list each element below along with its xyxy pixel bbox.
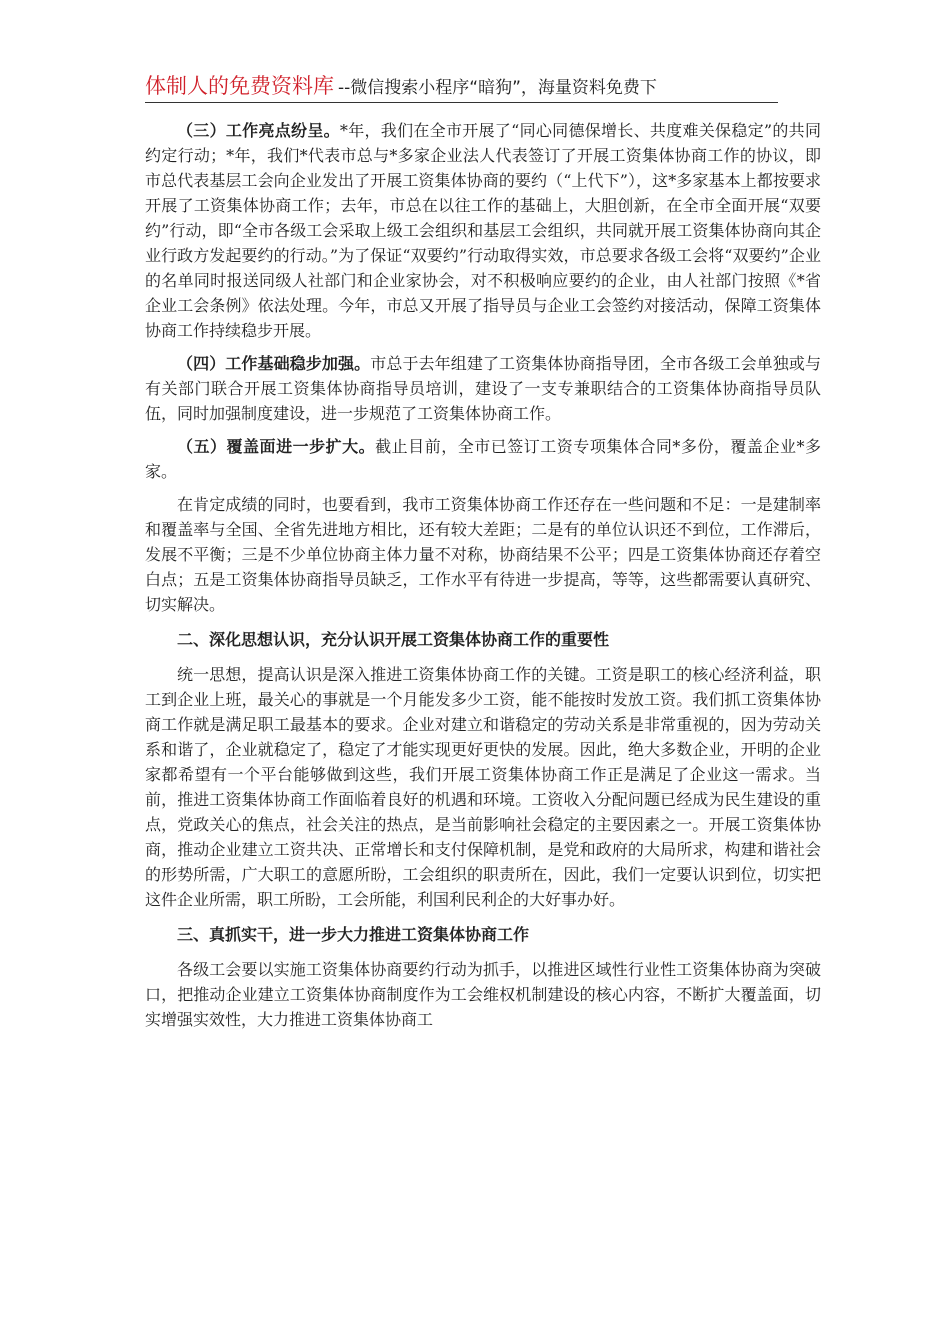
paragraph-lead: （三）工作亮点纷呈。 <box>177 121 340 140</box>
paragraph-coverage <box>145 434 821 484</box>
paragraph-section-2: 统一思想，提高认识是深入推进工资集体协商工作的关键。工资是职工的核心经济利益，职工到企业上班，最关心的事就是一个月能发多少工资，能不能按时发放工资。我们抓工资集体协商工作就是满足职工最基本的要求。企业对建立和谐稳定的劳动关系是非常重视的，因为劳动关系和谐了，企业就稳定了，稳定了才能实现更好更快的发展。因此，绝大多数企业，开明的企业家都希望有一个平台能够做到这些，我们开展工资集体协商工作正是满足了企业这一需求。当前，推进工资集体协商工作面临着良好的机遇和环境。工资收入分配问题已经成为民生建设的重点，党政关心的焦点，社会关注的热点，是当前影响社会稳定的主要因素之一。开展工资集体协商，推动企业建立工资共决、正常增长和支付保障机制，是党和政府的大局所求，构建和谐社会的形势所需，广大职工的意愿所盼，工会组织的职责所在，因此，我们一定要认识到位，切实把这件企业所需，职工所盼，工会所能，利国利民利企的大好事办好。 <box>145 665 821 909</box>
header-brand: 体制人的免费资料库 <box>145 74 334 98</box>
paragraph-text: 市总于去年组建了工资集体协商指导团，全市各级工会单独或与有关部门联合开展工资集体协商指导员培训，建设了一支专兼职结合的工资集体协商指导员队伍，同时加强制度建设，进一步规范了工资集体协商工作。 <box>145 354 821 423</box>
page-header <box>145 70 778 103</box>
paragraph-text: *年，我们在全市开展了“同心同德保增长、共度难关保稳定”的共同约定行动；*年，我们*代表市总与*多家企业法人代表签订了开展工资集体协商工作的协议，即市总代表基层工会向企业发出了开展工资集体协商的要约（“上代下”），这*多家基本上都按要求开展了工资集体协商工作；去年，市总在以往工作的基础上，大胆创新，在全市全面开展“双要约”行动，即“全市各级工会采取上级工会组织和基层工会组织，共同就开展工资集体协商向其企业行政方发起要约的行动。”为了保证“双要约”行动取得实效，市总要求各级工会将“双要约”企业的名单同时报送同级人社部门和企业家协会，对不积极响应要约的企业，由人社部门按照《*省企业工会条例》依法处理。今年，市总又开展了指导员与企业工会签约对接活动，保障工资集体协商工作持续稳步开展。 <box>145 121 821 340</box>
document-body <box>145 118 821 1040</box>
section-heading-2: 二、深化思想认识，充分认识开展工资集体协商工作的重要性 <box>177 630 610 649</box>
paragraph-foundation <box>145 351 821 426</box>
header-tagline: --微信搜索小程序“暗狗”，海量资料免费下 <box>338 78 657 98</box>
paragraph-lead: （四）工作基础稳步加强。 <box>177 354 371 373</box>
paragraph-text: 在肯定成绩的同时，也要看到，我市工资集体协商工作还存在一些问题和不足：一是建制率和覆盖率与全国、全省先进地方相比，还有较大差距；二是有的单位认识还不到位，工作滞后，发展不平衡；三是不少单位协商主体力量不对称，协商结果不公平；四是工资集体协商还存着空白点；五是工资集体协商指导员缺乏，工作水平有待进一步提高，等等，这些都需要认真研究、切实解决。 <box>145 495 821 614</box>
paragraph-problems <box>145 492 821 617</box>
paragraph-section-3: 各级工会要以实施工资集体协商要约行动为抓手，以推进区域性行业性工资集体协商为突破口，把推动企业建立工资集体协商制度作为工会维权机制建设的核心内容，不断扩大覆盖面，切实增强实效性，大力推进工资集体协商工 <box>145 960 821 1029</box>
paragraph-lead: （五）覆盖面进一步扩大。 <box>177 437 376 456</box>
paragraph-highlights <box>145 118 821 343</box>
paragraph-text: 截止目前，全市已签订工资专项集体合同*多份，覆盖企业*多家。 <box>145 437 821 481</box>
section-heading-3: 三、真抓实干，进一步大力推进工资集体协商工作 <box>177 925 530 944</box>
